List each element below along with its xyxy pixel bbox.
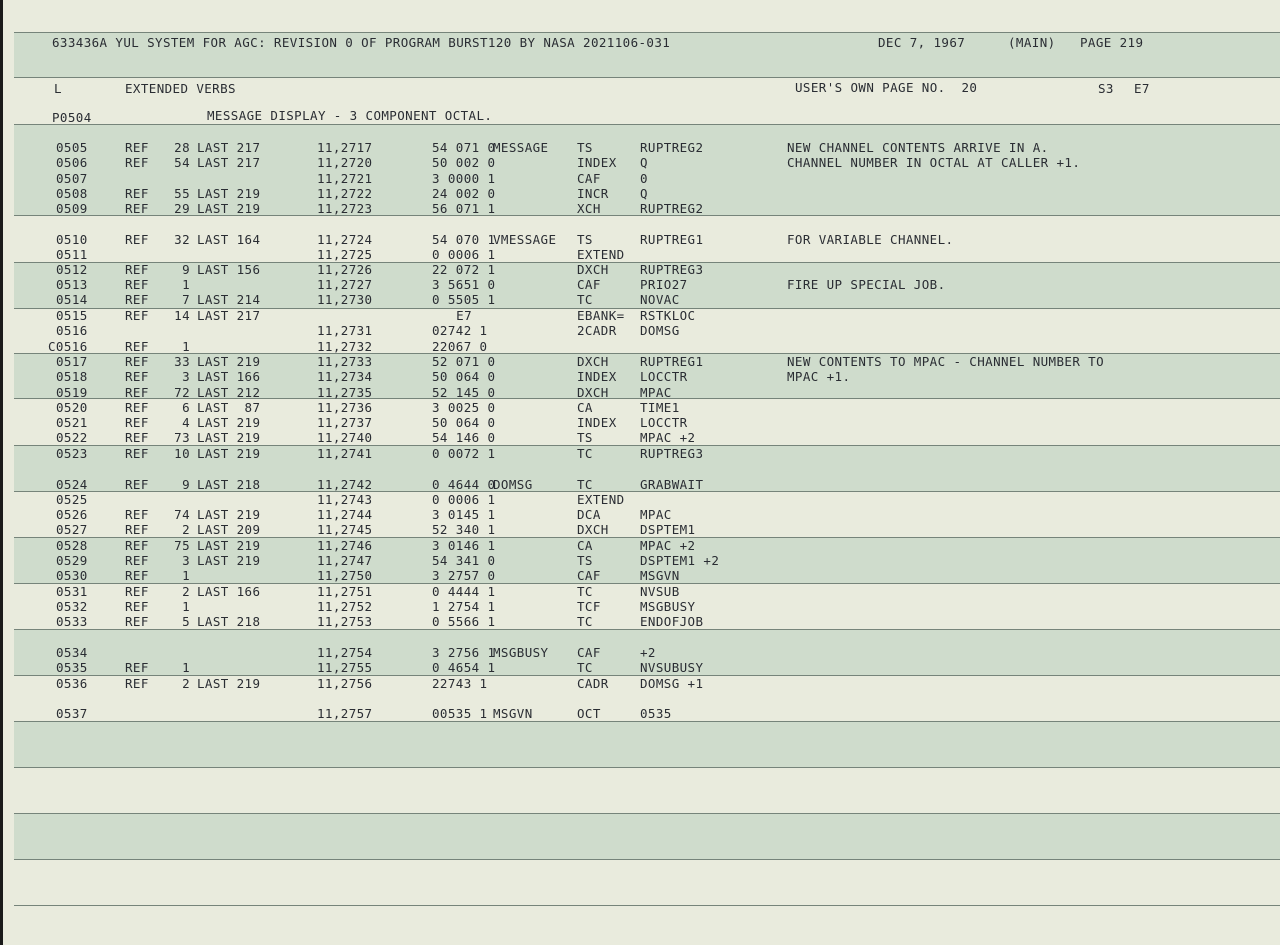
row-op: CAF [577, 171, 601, 186]
row-operand: NVSUB [640, 584, 680, 599]
row-ln: 0510 [56, 232, 88, 247]
row-last: LAST 212 [197, 385, 261, 400]
users-page: USER'S OWN PAGE NO. 20 [795, 80, 978, 95]
row-ln: 0536 [56, 676, 88, 691]
subhead-id: P0504 [52, 110, 92, 125]
row-ref: REF [125, 507, 149, 522]
divider [14, 124, 1280, 125]
row-op: DXCH [577, 385, 609, 400]
row-addr: 11,2733 [317, 354, 373, 369]
row-ln: 0535 [56, 660, 88, 675]
row-code: 54 146 0 [432, 430, 496, 445]
row-op: TC [577, 660, 593, 675]
row-ln: 0506 [56, 155, 88, 170]
row-code: 54 071 0 [432, 140, 496, 155]
row-operand: NOVAC [640, 292, 680, 307]
row-ln: 0532 [56, 599, 88, 614]
row-label: MSGBUSY [493, 645, 549, 660]
row-op: TC [577, 584, 593, 599]
row-comment: CHANNEL NUMBER IN OCTAL AT CALLER +1. [787, 155, 1081, 170]
section-l: L [54, 81, 62, 96]
row-addr: 11,2753 [317, 614, 373, 629]
section-e7: E7 [1134, 81, 1150, 96]
row-addr: 11,2721 [317, 171, 373, 186]
row-addr: 11,2746 [317, 538, 373, 553]
row-op: CA [577, 538, 593, 553]
row-operand: RUPTREG1 [640, 232, 704, 247]
row-last: LAST 217 [197, 308, 261, 323]
row-refnum: 5 [182, 614, 190, 629]
row-code: 3 0000 1 [432, 171, 496, 186]
row-operand: Q [640, 155, 648, 170]
row-ln: 0517 [56, 354, 88, 369]
row-ln: 0537 [56, 706, 88, 721]
row-ln: 0514 [56, 292, 88, 307]
row-addr: 11,2754 [317, 645, 373, 660]
row-ln: 0509 [56, 201, 88, 216]
row-refnum: 1 [182, 660, 190, 675]
row-op: 2CADR [577, 323, 617, 338]
header-date: DEC 7, 1967 [878, 35, 966, 50]
divider [14, 721, 1280, 722]
row-ref: REF [125, 339, 149, 354]
row-last: LAST 214 [197, 292, 261, 307]
row-operand: DSPTEM1 [640, 522, 696, 537]
row-ln: 0512 [56, 262, 88, 277]
row-operand: DOMSG [640, 323, 680, 338]
header-main: (MAIN) [1008, 35, 1056, 50]
row-addr: 11,2724 [317, 232, 373, 247]
row-last: LAST 217 [197, 155, 261, 170]
row-ref: REF [125, 385, 149, 400]
row-op: TCF [577, 599, 601, 614]
row-code: 0 0006 1 [432, 492, 496, 507]
row-ln: 0527 [56, 522, 88, 537]
row-op: CAF [577, 645, 601, 660]
row-code: 54 341 0 [432, 553, 496, 568]
row-ref: REF [125, 568, 149, 583]
divider [14, 859, 1280, 860]
row-ln: 0507 [56, 171, 88, 186]
row-ref: REF [125, 232, 149, 247]
row-op: EXTEND [577, 492, 625, 507]
row-ln: 0515 [56, 308, 88, 323]
row-addr: 11,2757 [317, 706, 373, 721]
row-last: LAST 166 [197, 584, 261, 599]
row-addr: 11,2755 [317, 660, 373, 675]
row-code: 3 0025 0 [432, 400, 496, 415]
row-refnum: 55 [174, 186, 190, 201]
row-addr: 11,2723 [317, 201, 373, 216]
row-last: LAST 219 [197, 553, 261, 568]
row-addr: 11,2756 [317, 676, 373, 691]
row-ln: 0525 [56, 492, 88, 507]
row-op: XCH [577, 201, 601, 216]
row-ln: 0523 [56, 446, 88, 461]
row-refnum: 10 [174, 446, 190, 461]
row-op: TC [577, 446, 593, 461]
row-op: CA [577, 400, 593, 415]
row-addr: 11,2722 [317, 186, 373, 201]
row-ref: REF [125, 676, 149, 691]
row-ref: REF [125, 308, 149, 323]
row-ref: REF [125, 155, 149, 170]
row-operand: MPAC +2 [640, 430, 696, 445]
row-operand: DOMSG +1 [640, 676, 704, 691]
row-code: 3 2756 1 [432, 645, 496, 660]
row-ln: 0521 [56, 415, 88, 430]
row-ref: REF [125, 538, 149, 553]
row-ref: REF [125, 186, 149, 201]
row-code: 0 0006 1 [432, 247, 496, 262]
row-addr: 11,2743 [317, 492, 373, 507]
row-label: MSGVN [493, 706, 533, 721]
row-addr: 11,2735 [317, 385, 373, 400]
row-code: E7 [456, 308, 472, 323]
row-operand: RUPTREG3 [640, 262, 704, 277]
row-ref: REF [125, 660, 149, 675]
row-refnum: 32 [174, 232, 190, 247]
row-ref: REF [125, 292, 149, 307]
row-addr: 11,2727 [317, 277, 373, 292]
row-ln: 0511 [56, 247, 88, 262]
row-op: INDEX [577, 155, 617, 170]
row-ref: REF [125, 354, 149, 369]
row-code: 24 002 0 [432, 186, 496, 201]
row-operand: LOCCTR [640, 415, 688, 430]
row-addr: 11,2726 [317, 262, 373, 277]
row-last: LAST 87 [197, 400, 261, 415]
row-ref: REF [125, 415, 149, 430]
row-last: LAST 219 [197, 201, 261, 216]
row-code: 22743 1 [432, 676, 488, 691]
row-last: LAST 156 [197, 262, 261, 277]
row-addr: 11,2751 [317, 584, 373, 599]
row-code: 52 145 0 [432, 385, 496, 400]
row-operand: ENDOFJOB [640, 614, 704, 629]
row-ln: 0530 [56, 568, 88, 583]
row-op: DXCH [577, 262, 609, 277]
row-last: LAST 219 [197, 507, 261, 522]
row-ln: 0508 [56, 186, 88, 201]
row-operand: TIME1 [640, 400, 680, 415]
row-ln: 0522 [56, 430, 88, 445]
row-addr: 11,2740 [317, 430, 373, 445]
row-op: TC [577, 614, 593, 629]
row-code: 0 4444 1 [432, 584, 496, 599]
divider [14, 905, 1280, 906]
row-label: MESSAGE [493, 140, 549, 155]
row-code: 3 2757 0 [432, 568, 496, 583]
row-op: TS [577, 430, 593, 445]
row-refnum: 33 [174, 354, 190, 369]
row-refnum: 1 [182, 277, 190, 292]
row-code: 22067 0 [432, 339, 488, 354]
row-operand: NVSUBUSY [640, 660, 704, 675]
row-op: CAF [577, 277, 601, 292]
row-refnum: 7 [182, 292, 190, 307]
header-page: PAGE 219 [1080, 35, 1144, 50]
row-operand: DSPTEM1 +2 [640, 553, 720, 568]
row-ref: REF [125, 369, 149, 384]
row-ref: REF [125, 446, 149, 461]
row-operand: MPAC +2 [640, 538, 696, 553]
row-addr: 11,2732 [317, 339, 373, 354]
row-operand: 0535 [640, 706, 672, 721]
row-operand: RUPTREG2 [640, 140, 704, 155]
row-last: LAST 218 [197, 477, 261, 492]
row-refnum: 1 [182, 339, 190, 354]
row-ref: REF [125, 262, 149, 277]
row-ln: 0520 [56, 400, 88, 415]
row-code: 0 5566 1 [432, 614, 496, 629]
row-refnum: 6 [182, 400, 190, 415]
subhead-title: MESSAGE DISPLAY - 3 COMPONENT OCTAL. [207, 108, 493, 123]
row-ln: 0513 [56, 277, 88, 292]
row-op: EXTEND [577, 247, 625, 262]
row-addr: 11,2747 [317, 553, 373, 568]
listing-header: 633436A YUL SYSTEM FOR AGC: REVISION 0 OF PROGRAM BURST120 BY NASA 2021106-031 [52, 35, 671, 50]
divider [14, 77, 1280, 78]
row-addr: 11,2736 [317, 400, 373, 415]
divider [14, 32, 1280, 33]
row-ln: 0518 [56, 369, 88, 384]
row-op: INDEX [577, 369, 617, 384]
row-op: DXCH [577, 522, 609, 537]
divider [14, 767, 1280, 768]
row-addr: 11,2745 [317, 522, 373, 537]
row-op: INDEX [577, 415, 617, 430]
row-refnum: 4 [182, 415, 190, 430]
row-refnum: 73 [174, 430, 190, 445]
row-code: 00535 1 [432, 706, 488, 721]
row-code: 52 340 1 [432, 522, 496, 537]
row-ref: REF [125, 277, 149, 292]
row-label: DOMSG [493, 477, 533, 492]
row-last: LAST 219 [197, 538, 261, 553]
row-ref: REF [125, 522, 149, 537]
row-refnum: 1 [182, 599, 190, 614]
row-refnum: 2 [182, 522, 190, 537]
row-operand: RUPTREG3 [640, 446, 704, 461]
row-ln: 0533 [56, 614, 88, 629]
row-ref: REF [125, 599, 149, 614]
row-ln: 0534 [56, 645, 88, 660]
row-code: 0 4644 0 [432, 477, 496, 492]
row-last: LAST 164 [197, 232, 261, 247]
row-operand: GRABWAIT [640, 477, 704, 492]
row-ref: REF [125, 400, 149, 415]
row-comment: NEW CHANNEL CONTENTS ARRIVE IN A. [787, 140, 1049, 155]
section-title: EXTENDED VERBS [125, 81, 236, 96]
row-op: DXCH [577, 354, 609, 369]
row-addr: 11,2737 [317, 415, 373, 430]
row-code: 3 0146 1 [432, 538, 496, 553]
row-code: 0 0072 1 [432, 446, 496, 461]
row-ref: REF [125, 614, 149, 629]
row-last: LAST 219 [197, 186, 261, 201]
row-refnum: 28 [174, 140, 190, 155]
divider [14, 629, 1280, 630]
row-op: TC [577, 477, 593, 492]
row-addr: 11,2717 [317, 140, 373, 155]
row-ln: C0516 [48, 339, 88, 354]
row-addr: 11,2731 [317, 323, 373, 338]
row-code: 3 5651 0 [432, 277, 496, 292]
row-ln: 0526 [56, 507, 88, 522]
row-operand: RUPTREG1 [640, 354, 704, 369]
row-ln: 0524 [56, 477, 88, 492]
row-operand: +2 [640, 645, 656, 660]
row-operand: Q [640, 186, 648, 201]
row-ref: REF [125, 201, 149, 216]
row-code: 50 064 0 [432, 369, 496, 384]
row-op: DCA [577, 507, 601, 522]
row-code: 0 4654 1 [432, 660, 496, 675]
row-last: LAST 166 [197, 369, 261, 384]
row-operand: MSGVN [640, 568, 680, 583]
row-code: 0 5505 1 [432, 292, 496, 307]
row-addr: 11,2752 [317, 599, 373, 614]
row-ln: 0529 [56, 553, 88, 568]
row-operand: RUPTREG2 [640, 201, 704, 216]
row-comment: MPAC +1. [787, 369, 851, 384]
row-ln: 0519 [56, 385, 88, 400]
row-operand: PRIO27 [640, 277, 688, 292]
row-refnum: 14 [174, 308, 190, 323]
row-addr: 11,2734 [317, 369, 373, 384]
row-comment: FIRE UP SPECIAL JOB. [787, 277, 946, 292]
row-refnum: 2 [182, 584, 190, 599]
row-refnum: 72 [174, 385, 190, 400]
row-ref: REF [125, 553, 149, 568]
row-code: 50 002 0 [432, 155, 496, 170]
greenbar-band [14, 813, 1280, 859]
row-op: CAF [577, 568, 601, 583]
row-code: 52 071 0 [432, 354, 496, 369]
row-ref: REF [125, 430, 149, 445]
row-ln: 0516 [56, 323, 88, 338]
row-last: LAST 219 [197, 430, 261, 445]
row-op: INCR [577, 186, 609, 201]
row-ref: REF [125, 140, 149, 155]
row-op: EBANK= [577, 308, 625, 323]
row-last: LAST 218 [197, 614, 261, 629]
row-ln: 0505 [56, 140, 88, 155]
row-addr: 11,2725 [317, 247, 373, 262]
row-operand: 0 [640, 171, 648, 186]
row-op: CADR [577, 676, 609, 691]
row-code: 50 064 0 [432, 415, 496, 430]
row-code: 22 072 1 [432, 262, 496, 277]
row-ln: 0528 [56, 538, 88, 553]
row-refnum: 2 [182, 676, 190, 691]
row-code: 3 0145 1 [432, 507, 496, 522]
greenbar-band [14, 721, 1280, 767]
row-operand: MPAC [640, 507, 672, 522]
row-code: 56 071 1 [432, 201, 496, 216]
row-last: LAST 209 [197, 522, 261, 537]
section-s3: S3 [1098, 81, 1114, 96]
row-refnum: 3 [182, 553, 190, 568]
row-refnum: 74 [174, 507, 190, 522]
row-addr: 11,2744 [317, 507, 373, 522]
row-last: LAST 217 [197, 140, 261, 155]
row-ln: 0531 [56, 584, 88, 599]
row-operand: LOCCTR [640, 369, 688, 384]
row-last: LAST 219 [197, 676, 261, 691]
row-refnum: 54 [174, 155, 190, 170]
row-addr: 11,2750 [317, 568, 373, 583]
row-addr: 11,2742 [317, 477, 373, 492]
row-refnum: 29 [174, 201, 190, 216]
row-addr: 11,2720 [317, 155, 373, 170]
row-last: LAST 219 [197, 354, 261, 369]
row-op: TS [577, 232, 593, 247]
divider [14, 813, 1280, 814]
row-comment: NEW CONTENTS TO MPAC - CHANNEL NUMBER TO [787, 354, 1105, 369]
row-operand: RSTKLOC [640, 308, 696, 323]
row-op: TC [577, 292, 593, 307]
page-margin [3, 0, 14, 945]
row-op: TS [577, 140, 593, 155]
row-op: TS [577, 553, 593, 568]
row-refnum: 3 [182, 369, 190, 384]
row-ref: REF [125, 477, 149, 492]
row-last: LAST 219 [197, 446, 261, 461]
row-refnum: 75 [174, 538, 190, 553]
row-refnum: 9 [182, 262, 190, 277]
row-addr: 11,2741 [317, 446, 373, 461]
row-op: OCT [577, 706, 601, 721]
row-operand: MPAC [640, 385, 672, 400]
row-label: VMESSAGE [493, 232, 557, 247]
row-ref: REF [125, 584, 149, 599]
row-code: 54 070 1 [432, 232, 496, 247]
row-addr: 11,2730 [317, 292, 373, 307]
row-comment: FOR VARIABLE CHANNEL. [787, 232, 954, 247]
row-last: LAST 219 [197, 415, 261, 430]
row-refnum: 1 [182, 568, 190, 583]
row-code: 1 2754 1 [432, 599, 496, 614]
row-operand: MSGBUSY [640, 599, 696, 614]
row-refnum: 9 [182, 477, 190, 492]
row-code: 02742 1 [432, 323, 488, 338]
